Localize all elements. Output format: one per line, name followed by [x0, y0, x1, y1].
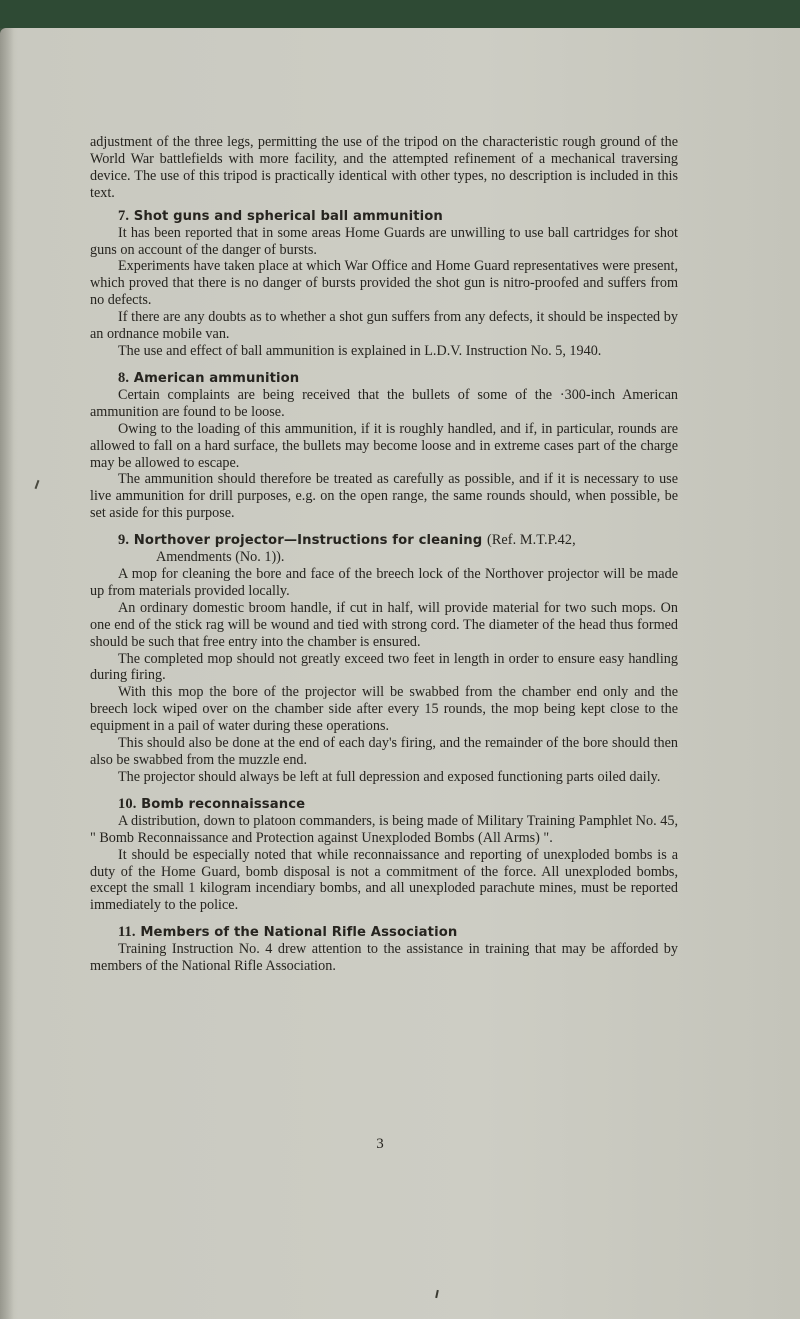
page-binding-shadow: [0, 28, 14, 1319]
section-9-paragraph: An ordinary domestic broom handle, if cut in half, will provide material for two such mops. On one end of the stick rag will be wound and tied with strong cord. The diameter of the head thus formed should be such that free entry into the chamber is ensured.: [90, 599, 678, 650]
section-8-paragraph: Owing to the loading of this ammunition, if it is roughly handled, and if, in particular, rounds are allowed to fall on a hard surface, the bullets may become loose and in extreme cases part of the charge may be allowed to escape.: [90, 420, 678, 471]
document-body: [90, 134, 678, 975]
section-7-number: 7.: [118, 207, 130, 224]
section-8-number: 8.: [118, 369, 130, 386]
section-8-paragraph: The ammunition should therefore be treated as carefully as possible, and if it is necessary to use live ammunition for drill purposes, e.g. on the open range, the same rounds should, when possible, be set aside for this purpose.: [90, 471, 678, 522]
intro-paragraph: adjustment of the three legs, permitting the use of the tripod on the characteristic rough ground of the World War battlefields with more facility, and the attempted refinement of a mechanical traversing device. The use of this tripod is practically identical with other types, no description is included in this text.: [90, 134, 678, 201]
section-11-title: Members of the National Rifle Association: [140, 925, 458, 941]
section-11-heading: [90, 924, 678, 941]
section-10-paragraph: It should be especially noted that while reconnaissance and reporting of unexploded bombs is a duty of the Home Guard, bomb disposal is not a commitment of the force. All unexploded bombs, except the small 1 kilogram incendiary bombs, and all unexploded parachute mines, must be reported immediately to the police.: [90, 846, 678, 914]
section-9-paragraph: The projector should always be left at full depression and exposed functioning parts oiled daily.: [118, 768, 661, 785]
section-10-number: 10.: [118, 795, 137, 812]
section-7-paragraph: Experiments have taken place at which War Office and Home Guard representatives were present, which proved that there is no danger of bursts provided the shot gun is nitro-proofed and suffers from no defects.: [90, 258, 678, 309]
section-7-title: Shot guns and spherical ball ammunition: [133, 208, 443, 224]
section-10-paragraph: A distribution, down to platoon commanders, is being made of Military Training Pamphlet No. 45, " Bomb Reconnaissance and Protection against Unexploded Bombs (All Arms) ".: [90, 812, 678, 846]
section-11-number: 11.: [118, 924, 136, 941]
section-9-paragraph: A mop for cleaning the bore and face of the breech lock of the Northover projector will be made up from materials provided locally.: [90, 566, 678, 599]
section-7-paragraph: It has been reported that in some areas Home Guards are unwilling to use ball cartridges for shot guns on account of the danger of bursts.: [90, 224, 678, 258]
section-9-paragraph: This should also be done at the end of each day's firing, and the remainder of the bore should then also be swabbed from the muzzle end.: [90, 735, 678, 768]
section-8-heading: [90, 370, 678, 387]
section-7-heading: [90, 208, 678, 225]
section-9-paragraph: With this mop the bore of the projector will be swabbed from the chamber end only and the breech lock wiped over on the chamber side after every 15 rounds, the mop being kept close to the equipment in a pail of water during these operations.: [90, 684, 678, 735]
section-9-heading: [90, 532, 678, 549]
page-number: 3: [376, 1136, 384, 1152]
section-10-title: Bomb reconnaissance: [141, 796, 306, 812]
section-7-paragraph: The use and effect of ball ammunition is explained in L.D.V. Instruction No. 5, 1940.: [118, 342, 602, 359]
section-9-reference: (Ref. M.T.P.42,: [487, 532, 576, 549]
section-9-title: Northover projector—Instructions for cleaning: [133, 533, 483, 549]
section-8-paragraph: Certain complaints are being received that the bullets of some of the ·300-inch American ammunition are found to be loose.: [90, 386, 678, 420]
section-9-number: 9.: [118, 532, 130, 549]
section-10-heading: [90, 796, 678, 813]
section-8-title: American ammunition: [133, 370, 300, 386]
section-9-reference-continued: Amendments (No. 1)).: [156, 549, 285, 566]
section-7-paragraph: If there are any doubts as to whether a shot gun suffers from any defects, it should be inspected by an ordnance mobile van.: [90, 309, 678, 343]
section-11-paragraph: Training Instruction No. 4 drew attention to the assistance in training that may be afforded by members of the National Rifle Association.: [90, 941, 678, 975]
section-9-paragraph: The completed mop should not greatly exceed two feet in length in order to ensure easy handling during firing.: [90, 650, 678, 684]
